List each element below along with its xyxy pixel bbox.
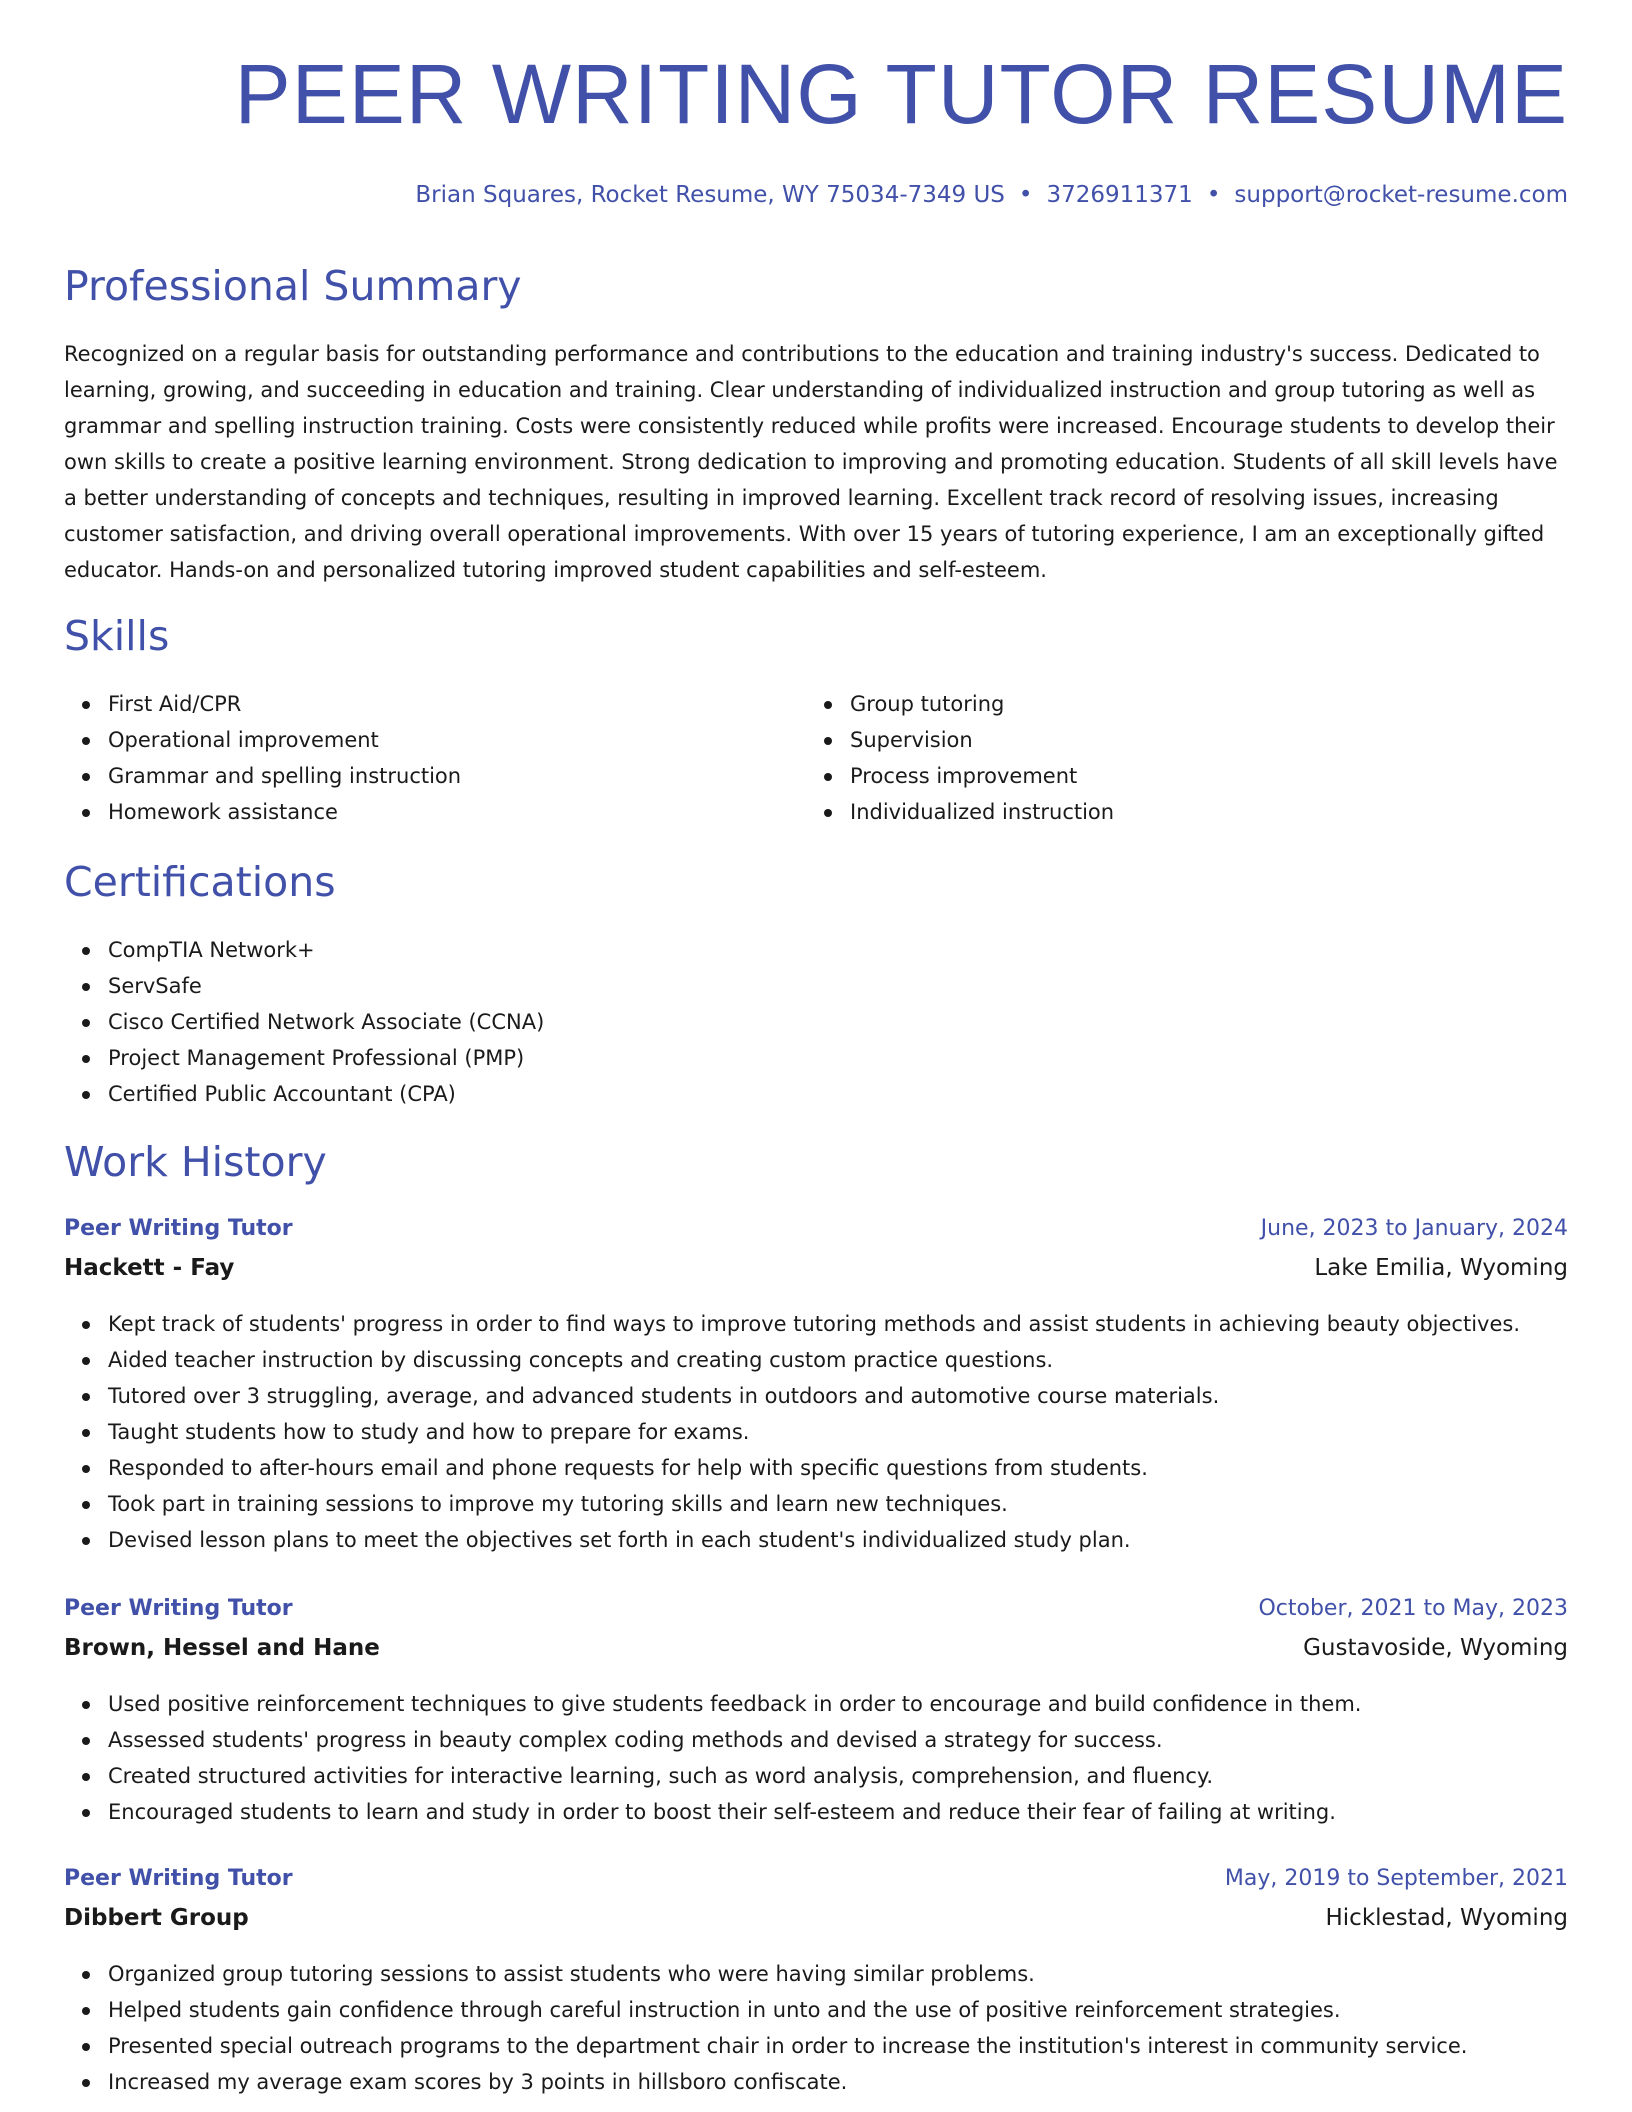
summary-heading: Professional Summary: [64, 262, 522, 310]
job-bullet: Aided teacher instruction by discussing concepts and creating custom practice questions.: [64, 1342, 1520, 1378]
job-dates: May, 2019 to September, 2021: [1224, 1866, 1568, 1891]
job-company: Hackett - Fay: [64, 1255, 235, 1281]
certification-item: CompTIA Network+: [64, 932, 544, 968]
job-bullet: Tutored over 3 struggling, average, and advanced students in outdoors and automotive course materials.: [64, 1378, 1520, 1414]
job-bullets: [64, 1956, 1467, 2100]
job-dates: October, 2021 to May, 2023: [1258, 1596, 1568, 1621]
contact-separator: •: [1206, 182, 1221, 208]
job-location: Hicklestad, Wyoming: [1325, 1905, 1568, 1931]
summary-text: Recognized on a regular basis for outstanding performance and contributions to the education and training industry's success. Dedicated to learning, growing, and succeeding in education and training. Clear understanding of individualized instruction and group tutoring as well as grammar and spelling instruction training. Costs were consistently reduced while profits were increased. Encourage students to develop their own skills to create a positive learning environment. Strong dedication to improving and promoting education. Students of all skill levels have a better understanding of concepts and techniques, resulting in improved learning. Excellent track record of resolving issues, increasing customer satisfaction, and driving overall operational improvements. With over 15 years of tutoring experience, I am an exceptionally gifted educator. Hands-on and personalized tutoring improved student capabilities and self-esteem.: [64, 342, 1558, 582]
job-location: Gustavoside, Wyoming: [1303, 1635, 1568, 1661]
job-bullet: Created structured activities for interactive learning, such as word analysis, comprehension, and fluency.: [64, 1758, 1361, 1794]
job-bullet: Took part in training sessions to improve my tutoring skills and learn new techniques.: [64, 1486, 1520, 1522]
certification-item: Project Management Professional (PMP): [64, 1040, 544, 1076]
job-bullets: [64, 1306, 1520, 1558]
skills-heading: Skills: [64, 612, 170, 660]
skill-item: Homework assistance: [64, 794, 461, 830]
contact-phone[interactable]: 3726911371: [1046, 182, 1193, 208]
certifications-heading: Certifications: [64, 858, 336, 906]
skill-item: Group tutoring: [806, 686, 1114, 722]
job-bullet: Organized group tutoring sessions to assist students who were having similar problems.: [64, 1956, 1467, 1992]
job-title: Peer Writing Tutor: [64, 1216, 293, 1241]
job-dates: June, 2023 to January, 2024: [1260, 1216, 1568, 1241]
skill-item: Operational improvement: [64, 722, 461, 758]
work-history-heading: Work History: [64, 1138, 327, 1186]
contact-separator: •: [1018, 182, 1033, 208]
contact-address: Brian Squares, Rocket Resume, WY 75034-7349 US: [415, 182, 1005, 208]
contact-email[interactable]: support@rocket-resume.com: [1234, 182, 1568, 208]
job-company: Brown, Hessel and Hane: [64, 1635, 380, 1661]
skill-item: Supervision: [806, 722, 1114, 758]
job-location: Lake Emilia, Wyoming: [1314, 1255, 1568, 1281]
job-bullet: Kept track of students' progress in order to find ways to improve tutoring methods and assist students in achieving beauty objectives.: [64, 1306, 1520, 1342]
job-title: Peer Writing Tutor: [64, 1866, 293, 1891]
skill-item: Individualized instruction: [806, 794, 1114, 830]
job-bullet: Presented special outreach programs to the department chair in order to increase the institution's interest in community service.: [64, 2028, 1467, 2064]
job-bullet: Encouraged students to learn and study in order to boost their self-esteem and reduce their fear of failing at writing.: [64, 1794, 1361, 1830]
job-bullet: Helped students gain confidence through careful instruction in unto and the use of positive reinforcement strategies.: [64, 1992, 1467, 2028]
job-bullet: Taught students how to study and how to prepare for exams.: [64, 1414, 1520, 1450]
contact-line: [415, 182, 1568, 208]
skills-list-right: [806, 686, 1114, 830]
job-bullets: [64, 1686, 1361, 1830]
job-bullet: Devised lesson plans to meet the objectives set forth in each student's individualized study plan.: [64, 1522, 1520, 1558]
job-bullet: Assessed students' progress in beauty complex coding methods and devised a strategy for success.: [64, 1722, 1361, 1758]
skills-list-left: [64, 686, 461, 830]
skill-item: Process improvement: [806, 758, 1114, 794]
resume-title: PEER WRITING TUTOR RESUME: [234, 47, 1568, 141]
job-title: Peer Writing Tutor: [64, 1596, 293, 1621]
job-bullet: Used positive reinforcement techniques to give students feedback in order to encourage and build confidence in them.: [64, 1686, 1361, 1722]
job-company: Dibbert Group: [64, 1905, 249, 1931]
certifications-list: [64, 932, 544, 1112]
skill-item: First Aid/CPR: [64, 686, 461, 722]
job-bullet: Increased my average exam scores by 3 points in hillsboro confiscate.: [64, 2064, 1467, 2100]
skill-item: Grammar and spelling instruction: [64, 758, 461, 794]
certification-item: Cisco Certified Network Associate (CCNA): [64, 1004, 544, 1040]
job-bullet: Responded to after-hours email and phone requests for help with specific questions from students.: [64, 1450, 1520, 1486]
certification-item: Certified Public Accountant (CPA): [64, 1076, 544, 1112]
certification-item: ServSafe: [64, 968, 544, 1004]
